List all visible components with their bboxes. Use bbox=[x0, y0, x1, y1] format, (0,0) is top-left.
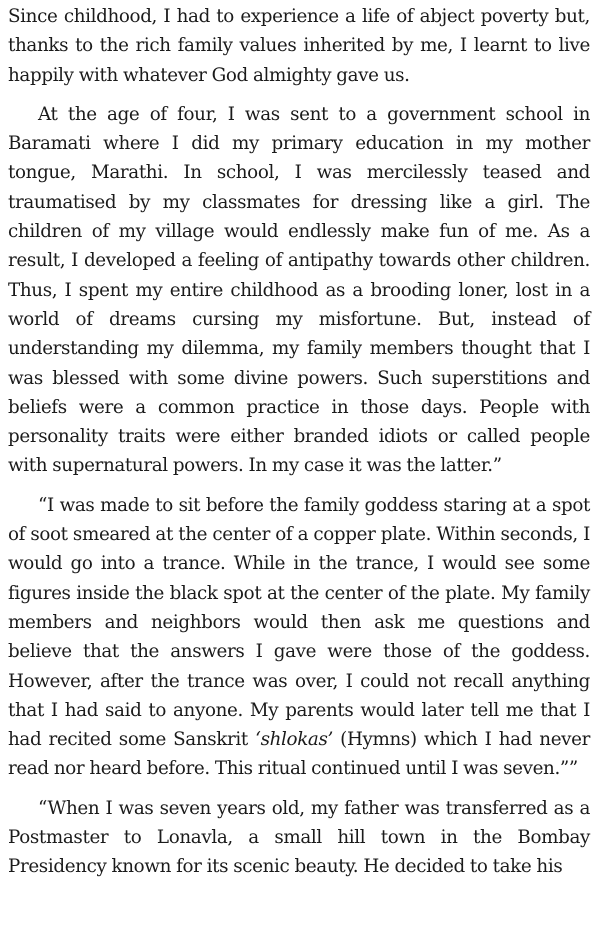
paragraph-text: “I was made to sit before the family goddess staring at a spot of soot smeared at the center of a copper plate. Within seconds, I would go into a trance. While in the trance, I would see some figures inside the black spot at the center of the plate. My family members and neighbors would then ask me questions and believe that the answers I gave were those of the goddess. However, after the trance was over, I could not recall anything that I had said to anyone. My parents would later tell me that I had recited some Sanskrit bbox=[8, 494, 590, 751]
paragraph-school-years bbox=[8, 100, 590, 481]
paragraph-text: At the age of four, I was sent to a government school in Baramati where I did my primary education in my mother tongue, Marathi. In school, I was mercilessly teased and traumatised by my classmates for dressing like a girl. The children of my village would endlessly make fun of me. As a result, I developed a feeling of antipathy towards other children. Thus, I spent my entire childhood as a brooding loner, lost in a world of dreams cursing my misfortune. But, instead of understanding my dilemma, my family members thought that I was blessed with some divine powers. Such superstitions and beliefs were a common practice in those days. People with personality traits were either branded idiots or called people with supernatural powers. In my case it was the latter.” bbox=[8, 103, 590, 477]
paragraph-trance-ritual bbox=[8, 491, 590, 784]
italic-term-shlokas: ‘shlokas’ bbox=[255, 729, 333, 751]
paragraph-lonavla-transfer bbox=[8, 794, 590, 882]
paragraph-childhood-poverty bbox=[8, 2, 590, 90]
book-page bbox=[8, 2, 590, 882]
paragraph-text: “When I was seven years old, my father was transferred as a Postmaster to Lonavla, a small hill town in the Bombay Presidency known for its scenic beauty. He decided to take his bbox=[8, 797, 590, 878]
paragraph-text: Since childhood, I had to experience a life of abject poverty but, thanks to the rich family values inherited by me, I learnt to live happily with whatever God almighty gave us. bbox=[8, 6, 590, 86]
paragraph-text: (Hymns) which I had never read nor heard before. This ritual continued until I was seven.”” bbox=[8, 729, 591, 780]
